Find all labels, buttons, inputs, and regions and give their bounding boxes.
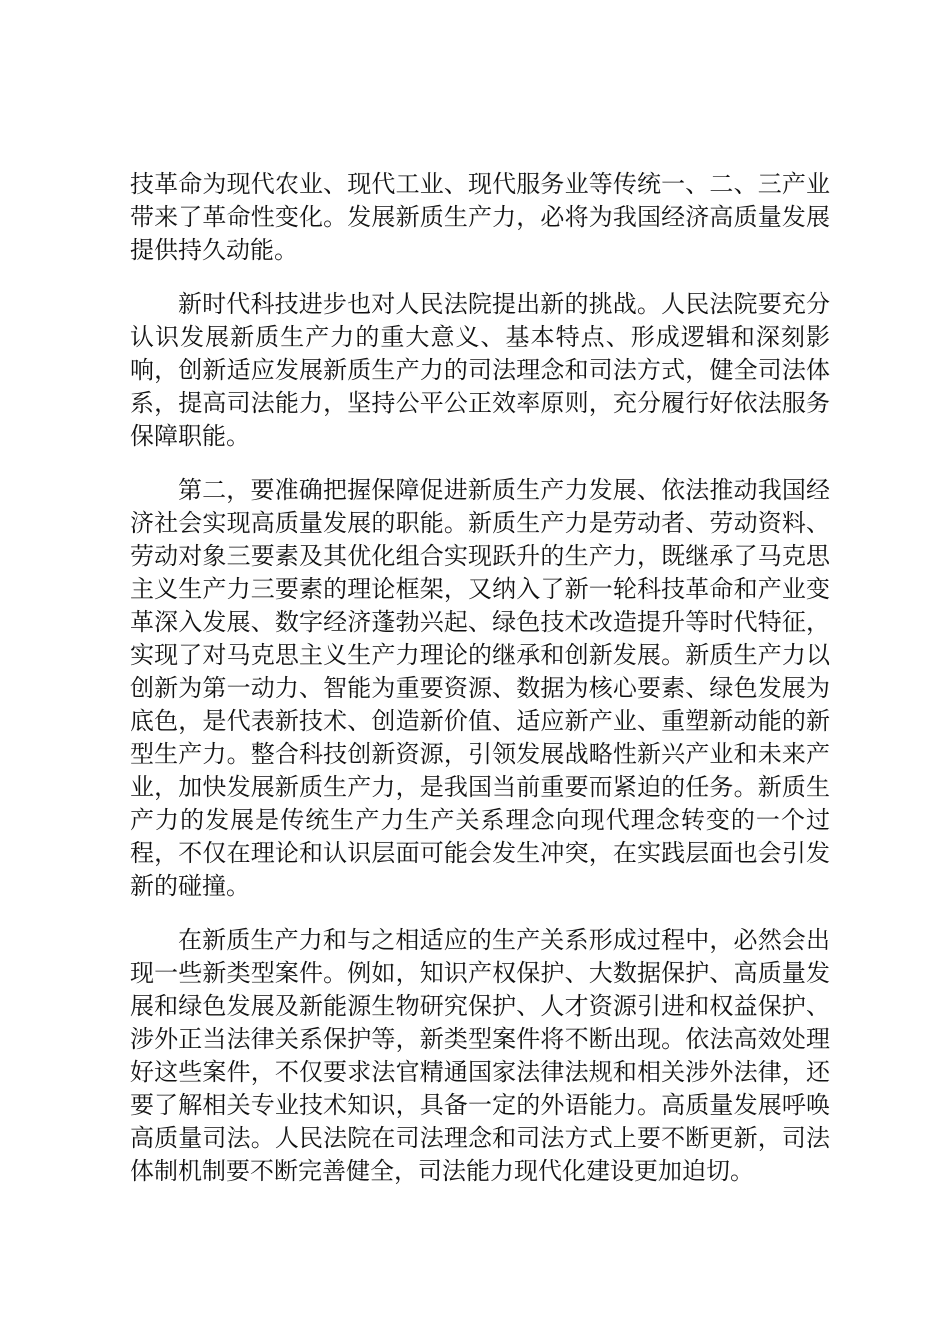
paragraph-court-challenge: 新时代科技进步也对人民法院提出新的挑战。人民法院要充分认识发展新质生产力的重大意义、基本特点、形成逻辑和深刻影响，创新适应发展新质生产力的司法理念和司法方式，健全司法体系，提高司法能力，坚持公平公正效率原则，充分履行好依法服务保障职能。 xyxy=(130,290,830,450)
document-page xyxy=(130,168,830,1209)
paragraph-second-point: 第二，要准确把握保障促进新质生产力发展、依法推动我国经济社会实现高质量发展的职能。新质生产力是劳动者、劳动资料、劳动对象三要素及其优化组合实现跃升的生产力，既继承了马克思主义生产力三要素的理论框架，又纳入了新一轮科技革命和产业变革深入发展、数字经济蓬勃兴起、绿色技术改造提升等时代特征，实现了对马克思主义生产力理论的继承和创新发展。新质生产力以创新为第一动力、智能为重要资源、数据为核心要素、绿色发展为底色，是代表新技术、创造新价值、适应新产业、重塑新动能的新型生产力。整合科技创新资源，引领发展战略性新兴产业和未来产业，加快发展新质生产力，是我国当前重要而紧迫的任务。新质生产力的发展是传统生产力生产关系理念向现代理念转变的一个过程，不仅在理论和认识层面可能会发生冲突，在实践层面也会引发新的碰撞。 xyxy=(130,476,830,900)
paragraph-continuation: 技革命为现代农业、现代工业、现代服务业等传统一、二、三产业带来了革命性变化。发展新质生产力，必将为我国经济高质量发展提供持久动能。 xyxy=(130,170,830,264)
paragraph-new-cases: 在新质生产力和与之相适应的生产关系形成过程中，必然会出现一些新类型案件。例如，知识产权保护、大数据保护、高质量发展和绿色发展及新能源生物研究保护、人才资源引进和权益保护、涉外正当法律关系保护等，新类型案件将不断出现。依法高效处理好这些案件，不仅要求法官精通国家法律法规和相关涉外法律，还要了解相关专业技术知识，具备一定的外语能力。高质量发展呼唤高质量司法。人民法院在司法理念和司法方式上要不断更新，司法体制机制要不断完善健全，司法能力现代化建设更加迫切。 xyxy=(130,926,830,1185)
